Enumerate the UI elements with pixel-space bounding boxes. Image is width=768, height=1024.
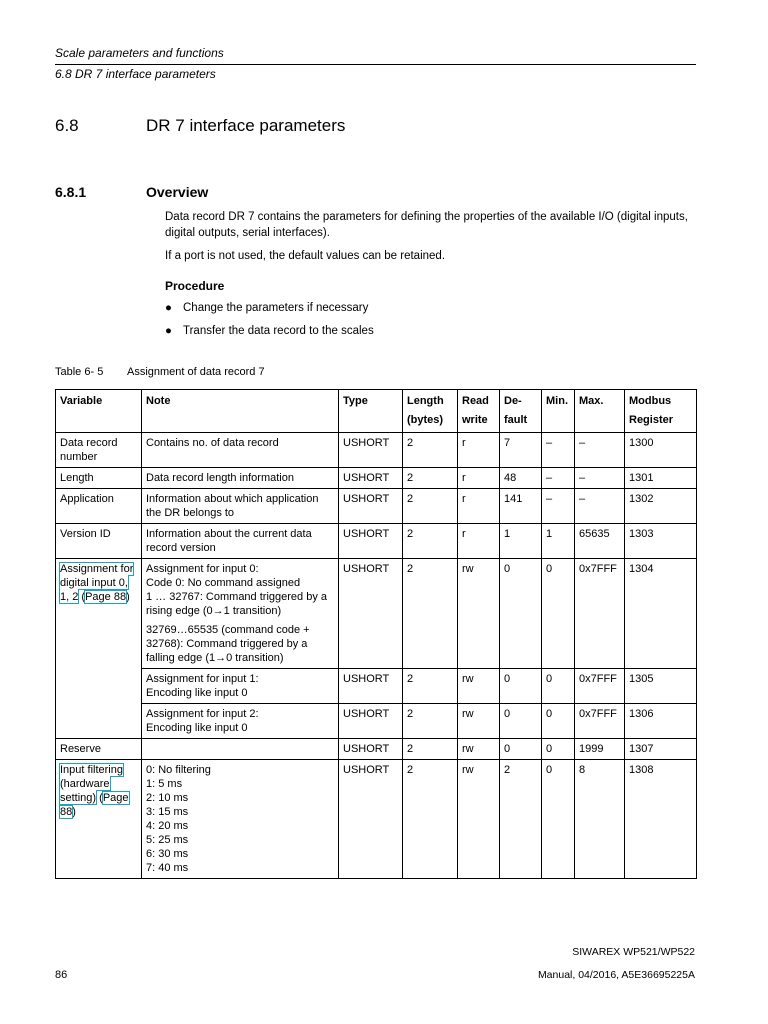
cell-max: –	[575, 468, 625, 489]
cell-default: 0	[500, 669, 542, 704]
cell-register: 1304	[625, 559, 697, 669]
col-header-read-write: Read write	[458, 390, 500, 433]
cell-default: 48	[500, 468, 542, 489]
cell-max: 0x7FFF	[575, 559, 625, 669]
bullet-icon: ●	[165, 302, 172, 314]
cell-note: Contains no. of data record	[142, 433, 339, 468]
cell-type: USHORT	[339, 704, 403, 739]
retain-paragraph: If a port is not used, the default values can be retained.	[165, 250, 446, 262]
cell-variable: Version ID	[56, 524, 142, 559]
cell-variable: Reserve	[56, 739, 142, 760]
cell-note: 0: No filtering 1: 5 ms 2: 10 ms 3: 15 ms 4: 20 ms 5: 25 ms 6: 30 ms 7: 40 ms	[142, 760, 339, 879]
heading2-title: Overview	[146, 184, 209, 200]
cell-length: 2	[403, 524, 458, 559]
cell-note: Information about the current data record version	[142, 524, 339, 559]
cell-type: USHORT	[339, 489, 403, 524]
variable-link-text[interactable]: Assignment for digital input 0, 1, 2	[60, 563, 134, 603]
cell-register: 1302	[625, 489, 697, 524]
cell-read-write: rw	[458, 559, 500, 669]
cell-read-write: r	[458, 433, 500, 468]
table-caption-text: Assignment of data record 7	[127, 366, 265, 378]
table-row	[56, 739, 697, 760]
col-header-max: Max.	[575, 390, 625, 433]
cell-max: 1999	[575, 739, 625, 760]
cell-length: 2	[403, 433, 458, 468]
cell-length: 2	[403, 739, 458, 760]
cell-read-write: rw	[458, 669, 500, 704]
cell-type: USHORT	[339, 760, 403, 879]
cell-min: 0	[542, 704, 575, 739]
table-row	[56, 468, 697, 489]
cell-length: 2	[403, 669, 458, 704]
procedure-step: ● Change the parameters if necessary	[165, 302, 369, 314]
cell-default: 0	[500, 739, 542, 760]
table-caption-label: Table 6- 5	[55, 366, 104, 378]
procedure-title: Procedure	[165, 279, 225, 293]
cell-min: 0	[542, 669, 575, 704]
cell-read-write: rw	[458, 760, 500, 879]
footer-page-number: 86	[55, 969, 68, 981]
cell-read-write: r	[458, 489, 500, 524]
table-row	[56, 704, 697, 739]
running-header-section: Scale parameters and functions	[55, 46, 224, 60]
table-row	[56, 669, 697, 704]
col-header-modbus-register: Modbus Register	[625, 390, 697, 433]
procedure-step: ● Transfer the data record to the scales	[165, 325, 374, 337]
table-row	[56, 559, 697, 669]
cell-default: 141	[500, 489, 542, 524]
col-header-note: Note	[142, 390, 339, 433]
cell-min: 0	[542, 559, 575, 669]
cell-type: USHORT	[339, 468, 403, 489]
footer-product: SIWAREX WP521/WP522	[572, 946, 695, 958]
cell-max: 0x7FFF	[575, 669, 625, 704]
cell-max: –	[575, 489, 625, 524]
cell-variable: Assignment for digital input 0, 1, 2 (Page 88)	[56, 559, 142, 739]
cell-variable: Input filtering (hardware setting) (Page 88)	[56, 760, 142, 879]
table-row	[56, 489, 697, 524]
cell-note: Data record length information	[142, 468, 339, 489]
cell-type: USHORT	[339, 524, 403, 559]
col-header-variable: Variable	[56, 390, 142, 433]
cell-length: 2	[403, 760, 458, 879]
cell-max: –	[575, 433, 625, 468]
cell-note: Assignment for input 1: Encoding like input 0	[142, 669, 339, 704]
cell-default: 0	[500, 559, 542, 669]
cell-min: –	[542, 468, 575, 489]
heading2-number: 6.8.1	[55, 184, 87, 200]
cell-note: Information about which application the DR belongs to	[142, 489, 339, 524]
cell-read-write: r	[458, 468, 500, 489]
cell-length: 2	[403, 704, 458, 739]
cell-type: USHORT	[339, 739, 403, 760]
heading1-number: 6.8	[55, 116, 79, 135]
cell-register: 1307	[625, 739, 697, 760]
cell-register: 1308	[625, 760, 697, 879]
cell-max: 65635	[575, 524, 625, 559]
cell-note	[142, 559, 339, 669]
cell-default: 7	[500, 433, 542, 468]
table-header-row	[56, 390, 697, 433]
cell-min: 0	[542, 760, 575, 879]
heading1-title: DR 7 interface parameters	[146, 116, 346, 135]
cell-register: 1303	[625, 524, 697, 559]
table-caption	[55, 366, 265, 378]
note-input0-codes: Assignment for input 0: Code 0: No command assigned 1 … 32767: Command triggered by a rising edge (0→1 transition)	[146, 563, 327, 617]
cell-variable: Length	[56, 468, 142, 489]
header-rule	[55, 64, 696, 65]
cell-read-write: rw	[458, 739, 500, 760]
table-row	[56, 524, 697, 559]
cell-type: USHORT	[339, 559, 403, 669]
cell-length: 2	[403, 489, 458, 524]
cell-read-write: r	[458, 524, 500, 559]
cell-min: 1	[542, 524, 575, 559]
cell-note	[142, 739, 339, 760]
cell-length: 2	[403, 559, 458, 669]
cell-default: 2	[500, 760, 542, 879]
cell-variable: Data record number	[56, 433, 142, 468]
page-88-link[interactable]: Page 88	[85, 591, 127, 603]
cell-length: 2	[403, 468, 458, 489]
cell-default: 0	[500, 704, 542, 739]
running-header-subsection: 6.8 DR 7 interface parameters	[55, 67, 216, 81]
cell-min: –	[542, 433, 575, 468]
cell-variable: Application	[56, 489, 142, 524]
cell-register: 1306	[625, 704, 697, 739]
cell-type: USHORT	[339, 669, 403, 704]
cell-min: 0	[542, 739, 575, 760]
cell-read-write: rw	[458, 704, 500, 739]
cell-note: Assignment for input 2: Encoding like input 0	[142, 704, 339, 739]
col-header-type: Type	[339, 390, 403, 433]
table-row	[56, 433, 697, 468]
note-input0-falling: 32769…65535 (command code + 32768): Command triggered by a falling edge (1→0 transition)	[146, 624, 310, 664]
dr7-assignment-table	[55, 389, 697, 879]
col-header-min: Min.	[542, 390, 575, 433]
cell-register: 1305	[625, 669, 697, 704]
table-row	[56, 760, 697, 879]
cell-default: 1	[500, 524, 542, 559]
cell-register: 1301	[625, 468, 697, 489]
variable-link-text[interactable]: Input filtering (hardware setting)	[60, 764, 123, 804]
intro-paragraph: Data record DR 7 contains the parameters for defining the properties of the available I/O (digital inputs, digital outputs, serial interfaces).	[165, 211, 688, 239]
col-header-default: De- fault	[500, 390, 542, 433]
cell-min: –	[542, 489, 575, 524]
bullet-icon: ●	[165, 325, 172, 337]
page-88-link[interactable]: Page 88	[60, 792, 129, 818]
footer-manual: Manual, 04/2016, A5E36695225A	[537, 969, 695, 981]
cell-max: 8	[575, 760, 625, 879]
cell-type: USHORT	[339, 433, 403, 468]
col-header-length: Length (bytes)	[403, 390, 458, 433]
cell-max: 0x7FFF	[575, 704, 625, 739]
cell-register: 1300	[625, 433, 697, 468]
